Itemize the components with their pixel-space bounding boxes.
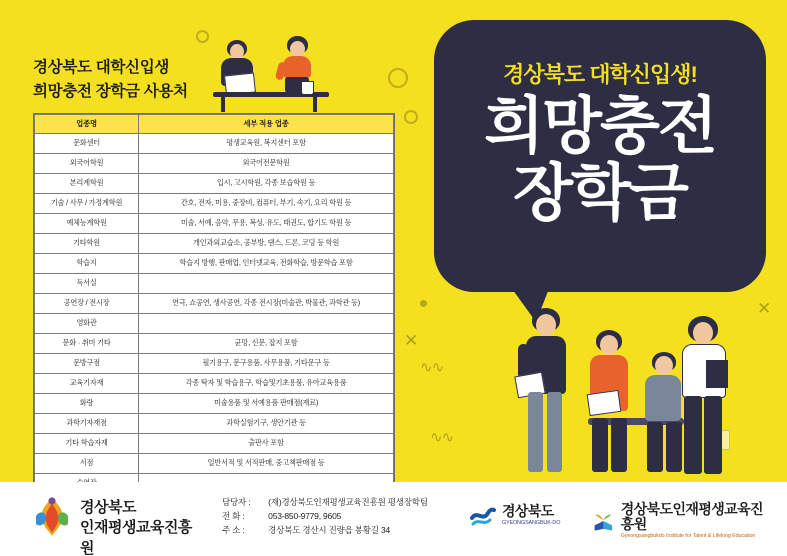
table-row: [35, 394, 394, 414]
book-icon: [706, 360, 728, 388]
table-cell: 학습지 방행, 판매업, 인터넷교육, 전화학습, 방문학습 포함: [139, 254, 394, 274]
person-head: [655, 356, 673, 375]
decor-x-icon: ✕: [404, 331, 419, 350]
table-cell: 각종 탁자 및 학습용구, 학습및기초용품, 유아교육용품: [139, 374, 394, 394]
table-cell: 문화센터: [35, 134, 139, 154]
table-cell: 일반서적 및 서적판매, 중고책판매점 등: [139, 454, 394, 474]
table-header-row: [35, 115, 394, 134]
table-cell: [139, 314, 394, 334]
badge-sub-text: GYEONGSANGBUK-DO: [502, 520, 561, 527]
bubble-title-line2: 장학금: [513, 158, 687, 228]
bubble-title: [434, 94, 766, 228]
contact-value: 053-850-9779, 9605: [268, 510, 342, 521]
table-cell: 간호, 전자, 미용, 중장비, 컴퓨터, 부기, 속기, 요리 학원 등: [139, 194, 394, 214]
person-standing-left: [516, 308, 576, 478]
person-seated-left: [582, 330, 640, 476]
table-cell: 입시, 고시학원, 각종 보습학원 등: [139, 174, 394, 194]
table-cell: 균망, 신문, 잡지 포함: [139, 334, 394, 354]
bubble-kicker: 경상북도 대학신입생!: [503, 62, 697, 87]
person-leg: [547, 392, 562, 472]
person-leg: [647, 422, 663, 472]
table-cell: 서점: [35, 454, 139, 474]
decor-ring-icon: [388, 68, 408, 88]
table-cell: 본리계학원: [35, 174, 139, 194]
table-row: [35, 374, 394, 394]
usage-table: [34, 114, 394, 494]
table-cell: 과학기자재점: [35, 414, 139, 434]
book-mark-icon: [592, 508, 615, 534]
table-row: [35, 334, 394, 354]
footer-bar: [0, 482, 787, 556]
badge-gyeongsangbuk: [470, 502, 580, 536]
student-head: [290, 41, 305, 57]
badge-main-text: 경상북도인재평생교육진흥원: [620, 501, 763, 532]
bubble-title-line1: 희망충전: [484, 92, 716, 161]
table-cell: 출판사 포함: [139, 434, 394, 454]
table-cell: 기타 학습자재: [35, 434, 139, 454]
table-row: [35, 254, 394, 274]
table-cell: 미술, 서예, 음악, 무용, 복싱, 유도, 태권도, 합기도 학원 등: [139, 214, 394, 234]
badge-institute: [592, 501, 768, 540]
table-row: [35, 194, 394, 214]
table-cell: 연극, 쇼공연, 생사공연, 각종 전시장(미술관, 박물관, 과학관 등): [139, 294, 394, 314]
table-row: [35, 354, 394, 374]
person-leg: [611, 418, 627, 472]
table-cell: 학습지: [35, 254, 139, 274]
book-icon: [587, 390, 622, 416]
wave-mark-icon: [470, 502, 496, 528]
table-cell: 개인과외교습소, 공부방, 댄스, 드론, 코딩 등 학원: [139, 234, 394, 254]
org-logo-line1: 경상북도: [80, 499, 136, 516]
decor-zigzag-icon: ∿∿: [420, 359, 444, 376]
left-heading: [33, 56, 363, 104]
table-cell: 문화 · 취미 기타: [35, 334, 139, 354]
person-head: [693, 322, 713, 344]
table-cell: 기술 / 사무 / 가정계학원: [35, 194, 139, 214]
table-header-cell: 업종명: [35, 115, 139, 134]
decor-ring-icon: [404, 110, 418, 124]
flame-logo-icon: [30, 496, 74, 538]
table-row: [35, 274, 394, 294]
left-heading-line2: 희망충전 장학금 사용처: [33, 83, 188, 101]
speech-bubble: [434, 20, 766, 292]
person-standing-right: [672, 316, 734, 478]
table-cell: 필기용구, 문구용품, 사무용품, 기타문구 등: [139, 354, 394, 374]
badge-main-text: 경상북도: [502, 502, 554, 519]
table-cell: 외국어학원: [35, 154, 139, 174]
table-row: [35, 314, 394, 334]
table-cell: 과학실험기구, 생안기관 등: [139, 414, 394, 434]
table-row: [35, 434, 394, 454]
person-leg: [528, 392, 543, 472]
contact-row: [222, 524, 428, 538]
table-row: [35, 214, 394, 234]
contact-value: 경상북도 경산시 진량읍 봉황길 34: [268, 524, 391, 535]
person-leg: [684, 396, 702, 474]
table-cell: 영화관: [35, 314, 139, 334]
table-cell: 화랑: [35, 394, 139, 414]
org-logo-line2: 인재평생교육진흥원: [80, 519, 192, 556]
decor-zigzag-icon: ∿∿: [430, 429, 454, 446]
contact-label: 주 소 :: [222, 524, 245, 535]
person-leg: [592, 418, 608, 472]
table-row: [35, 134, 394, 154]
org-logo-text: [80, 498, 195, 556]
table-cell: 교육기자재: [35, 374, 139, 394]
table-cell: 평생교육원, 복지센터 포함: [139, 134, 394, 154]
decor-dot-icon: [420, 300, 427, 307]
table-row: [35, 174, 394, 194]
table-cell: 공연장 / 전시장: [35, 294, 139, 314]
person-head: [536, 314, 556, 336]
person-head: [600, 335, 618, 355]
table-cell: 예체능계학원: [35, 214, 139, 234]
table-cell: 외국어전문학원: [139, 154, 394, 174]
table-cell: 미술용품 및 서예용품 판매점(재료): [139, 394, 394, 414]
contact-block: [222, 496, 428, 537]
table-row: [35, 234, 394, 254]
contact-value: (재)경상북도인재평생교육진흥원 평생장학팀: [268, 497, 428, 507]
org-logo: [30, 494, 195, 556]
left-heading-line1: 경상북도 대학신입생: [33, 59, 170, 76]
contact-label: 담당자 :: [222, 497, 251, 507]
table-row: [35, 454, 394, 474]
contact-row: [222, 510, 428, 524]
table-header-cell: 세부 적용 업종: [139, 115, 394, 134]
person-leg: [704, 396, 722, 474]
table-row: [35, 414, 394, 434]
table-row: [35, 154, 394, 174]
contact-label: 전 화 :: [222, 510, 245, 521]
decor-x-icon: ✕: [757, 299, 772, 318]
contact-row: [222, 496, 428, 510]
table-cell: [139, 274, 394, 294]
usage-table-container: [33, 113, 395, 495]
table-cell: 기타학원: [35, 234, 139, 254]
table-cell: 문방구점: [35, 354, 139, 374]
table-cell: 독서실: [35, 274, 139, 294]
badge-sub-text: Gyeongsangbukdo Institute for Talent & Lifelong Education: [620, 533, 756, 540]
table-row: [35, 294, 394, 314]
